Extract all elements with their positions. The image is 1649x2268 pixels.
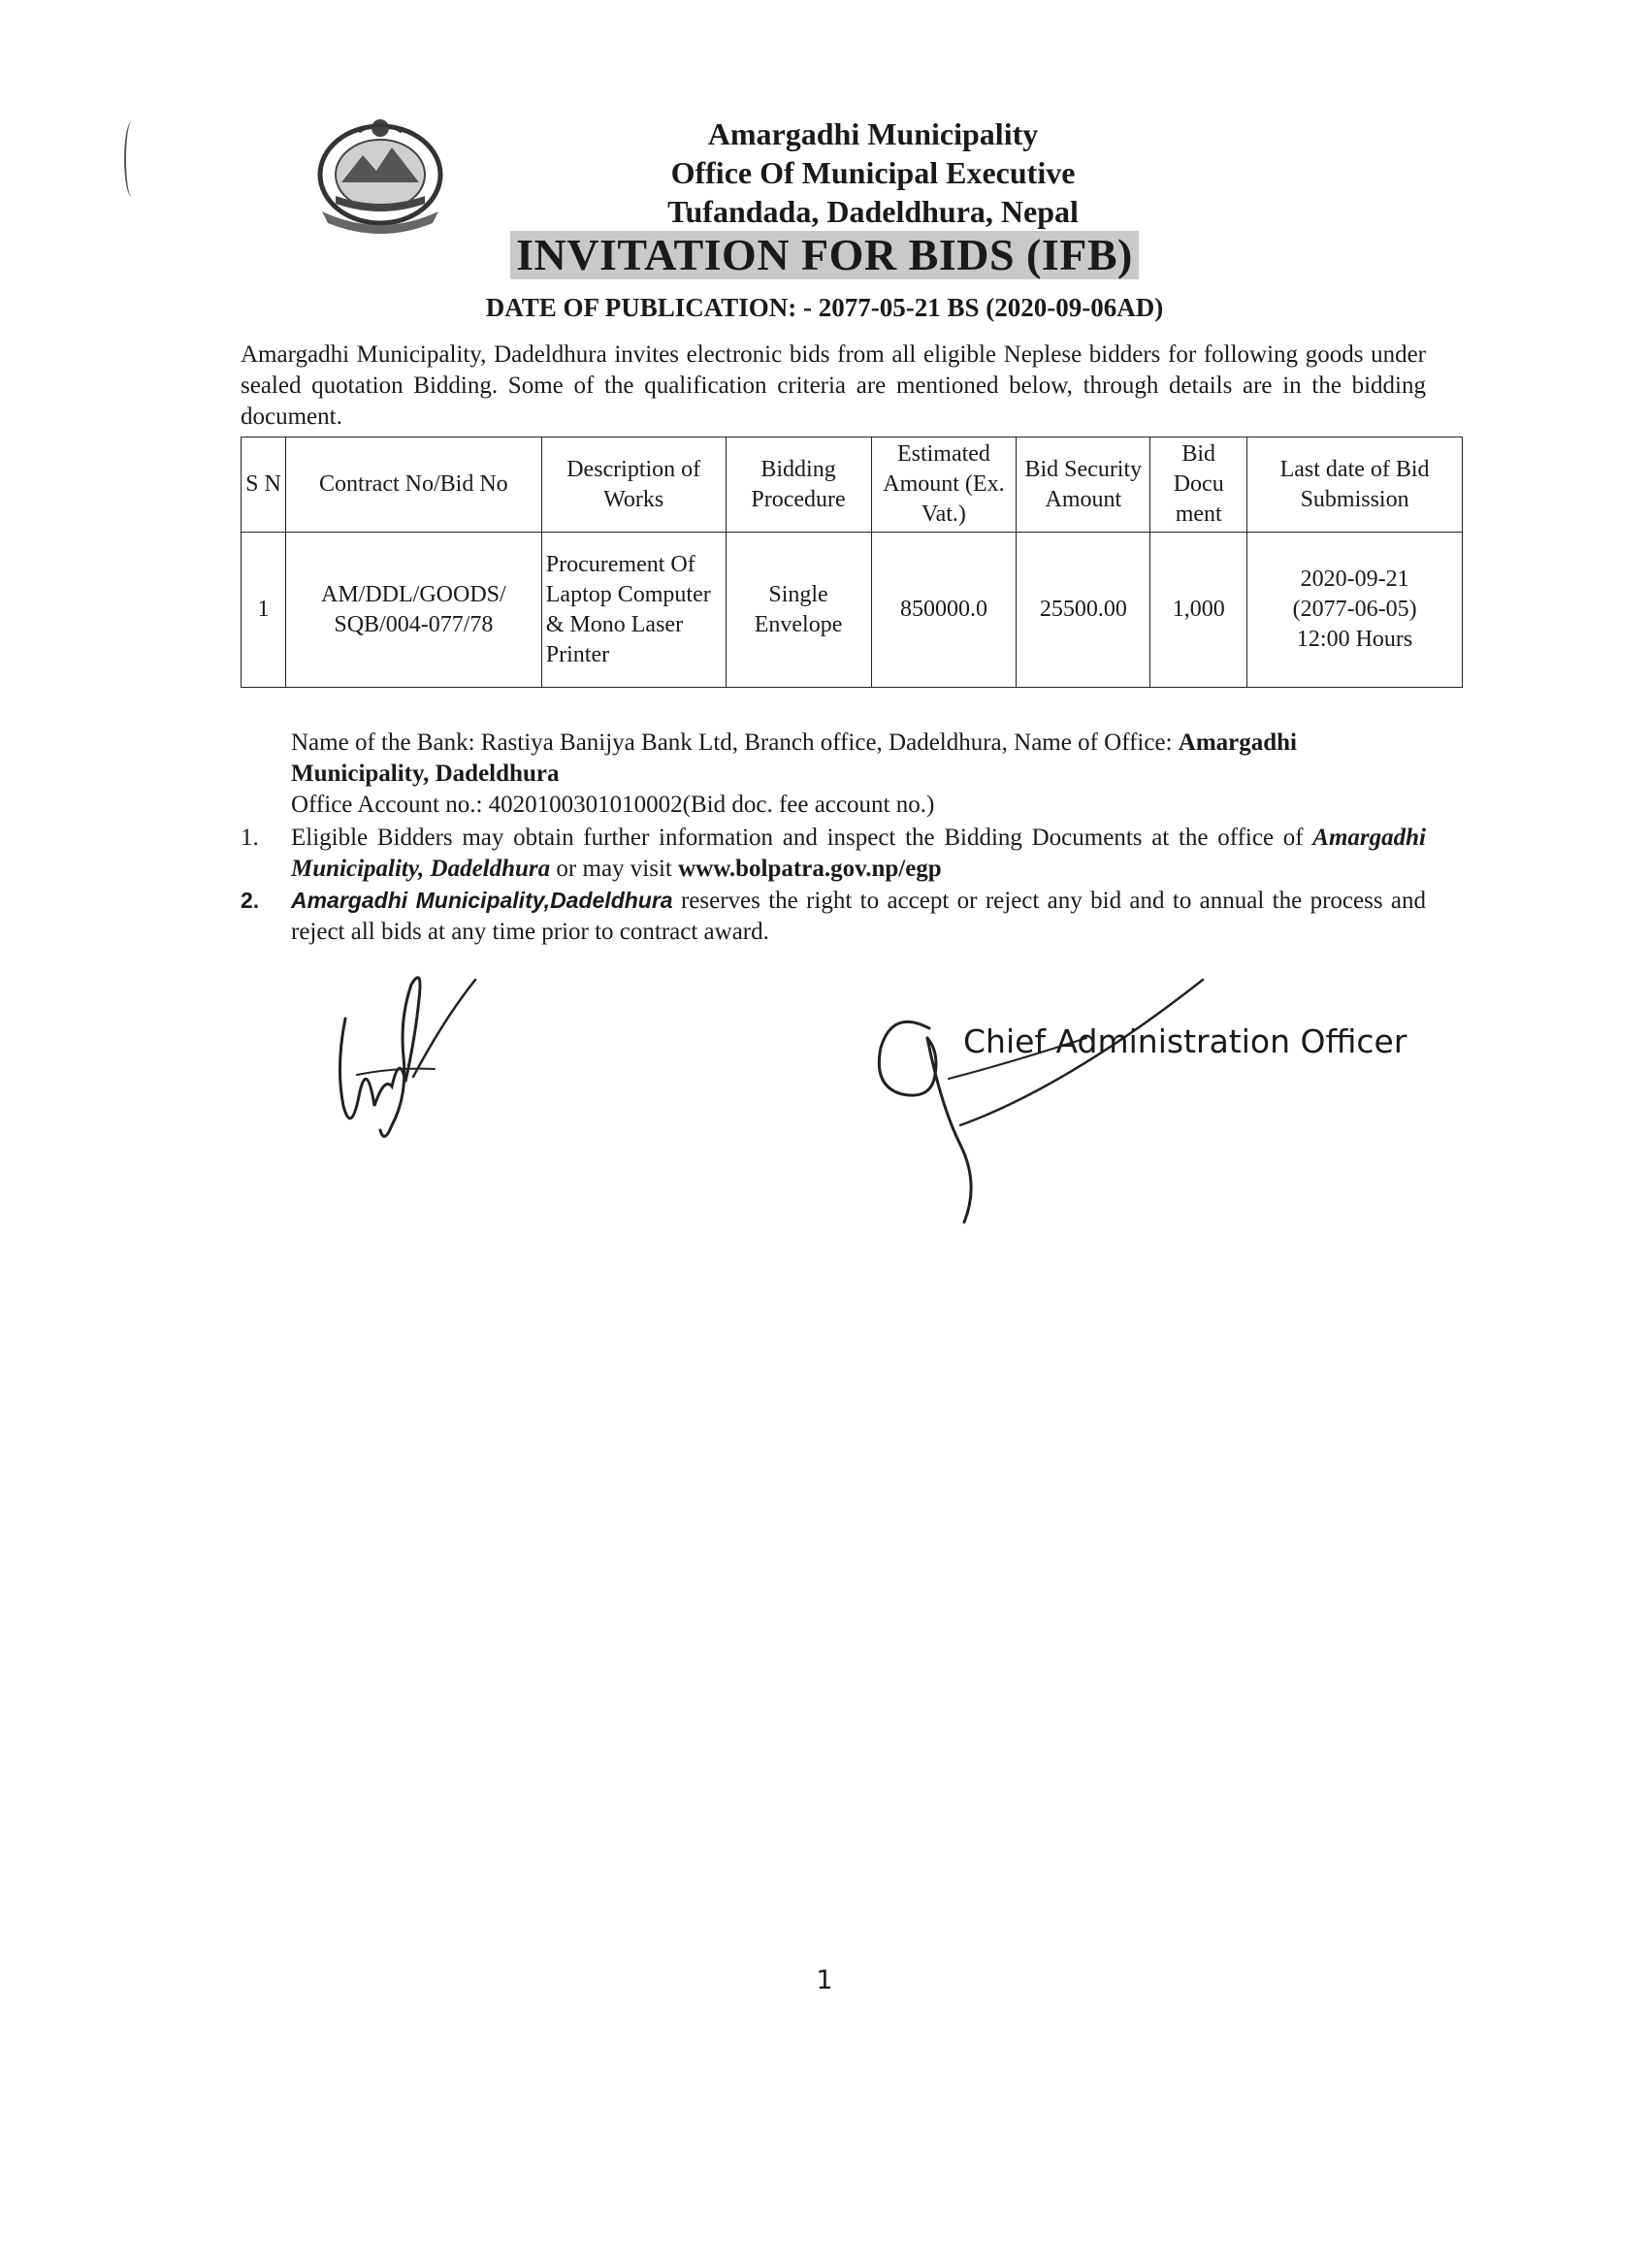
header-procedure: Bidding Procedure xyxy=(726,437,871,533)
contract-line-2: SQB/004-077/78 xyxy=(334,611,494,637)
bank-office-name: Amargadhi Municipality, Dadeldhura xyxy=(291,729,1297,787)
header-contract: Contract No/Bid No xyxy=(285,437,541,533)
signatory-title: Chief Administration Officer xyxy=(963,1022,1407,1060)
municipality-name: Amargadhi Municipality xyxy=(707,116,1039,151)
header-last-date: Last date of Bid Submission xyxy=(1247,437,1463,533)
note-text: reserves the right to accept or reject any bid and to annual the process and reject all bids at any time prior to contract award. xyxy=(291,888,1426,945)
note-text: Eligible Bidders may obtain further information and inspect the Bidding Documents at the office of xyxy=(291,825,1313,851)
office-address: Tufandada, Dadeldhura, Nepal xyxy=(667,194,1079,229)
publication-date: DATE OF PUBLICATION: - 2077-05-21 BS (2020-09-06AD) xyxy=(485,293,1164,322)
cell-security: 25500.00 xyxy=(1017,533,1150,688)
last-date-line-1: 2020-09-21 xyxy=(1300,567,1409,592)
header-document: Bid Docu ment xyxy=(1150,437,1247,533)
page-number: 1 xyxy=(816,1965,833,1995)
cell-estimated: 850000.0 xyxy=(871,533,1017,688)
government-emblem-icon xyxy=(303,114,458,241)
table-row xyxy=(242,533,1463,688)
letterhead xyxy=(543,114,1203,231)
header-security: Bid Security Amount xyxy=(1017,437,1150,533)
note-number: 1. xyxy=(241,825,259,851)
cell-last-date xyxy=(1247,533,1463,688)
notes-list xyxy=(241,823,1426,948)
bank-line xyxy=(291,728,1426,790)
cell-sn: 1 xyxy=(242,533,286,688)
last-date-line-3: 12:00 Hours xyxy=(1296,627,1413,652)
bid-table xyxy=(241,437,1463,688)
bank-text: Name of the Bank: Rastiya Banijya Bank Ltd, Branch office, Dadeldhura, Name of Office: xyxy=(291,729,1179,756)
scan-mark xyxy=(124,121,140,197)
note-emphasis: Amargadhi Municipality,Dadeldhura xyxy=(291,888,673,913)
header-sn: S N xyxy=(242,437,286,533)
contract-line-1: AM/DDL/GOODS/ xyxy=(321,581,506,607)
last-date-line-2: (2077-06-05) xyxy=(1292,597,1417,622)
office-name: Office Of Municipal Executive xyxy=(670,155,1076,190)
website-link[interactable]: www.bolpatra.gov.np/egp xyxy=(678,856,942,882)
bank-details xyxy=(291,728,1426,821)
title-block xyxy=(0,231,1649,279)
table-header-row xyxy=(242,437,1463,533)
cell-procedure: Single Envelope xyxy=(726,533,871,688)
cell-document: 1,000 xyxy=(1150,533,1247,688)
cell-contract xyxy=(285,533,541,688)
handwritten-signature-icon xyxy=(299,960,483,1154)
officer-signature-icon xyxy=(834,970,1222,1251)
list-item xyxy=(241,823,1426,885)
account-line: Office Account no.: 4020100301010002(Bid doc. fee account no.) xyxy=(291,792,935,818)
header-estimated: Estimated Amount (Ex. Vat.) xyxy=(871,437,1017,533)
intro-paragraph: Amargadhi Municipality, Dadeldhura invites electronic bids from all eligible Neplese bidders for following goods under sealed quotation Bidding. Some of the qualification criteria are mentioned below, through details are in the bidding document. xyxy=(241,341,1426,430)
document-title: INVITATION FOR BIDS (IFB) xyxy=(510,231,1139,279)
note-text-mid: or may visit xyxy=(550,856,679,882)
list-item xyxy=(241,885,1426,948)
note-number: 2. xyxy=(241,888,260,913)
cell-description: Procurement Of Laptop Computer & Mono Laser Printer xyxy=(541,533,726,688)
header-description: Description of Works xyxy=(541,437,726,533)
note-emphasis: Amargadhi Municipality, Dadeldhura xyxy=(291,825,1426,882)
